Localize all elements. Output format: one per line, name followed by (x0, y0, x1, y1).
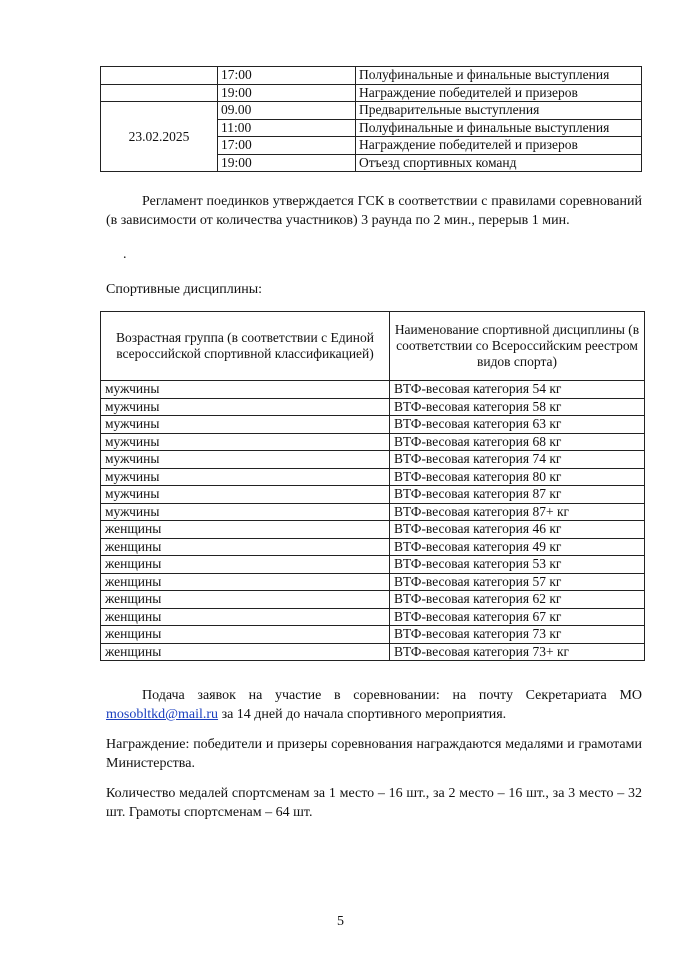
discipline-age-group: женщины (101, 556, 390, 574)
discipline-row (101, 468, 645, 486)
discipline-age-group: женщины (101, 643, 390, 661)
discipline-age-group: мужчины (101, 486, 390, 504)
header-age-group: Возрастная группа (в соответствии с Единой всероссийской спортивной классификацией) (101, 312, 390, 381)
schedule-event: Награждение победителей и призеров (356, 137, 642, 155)
discipline-name: ВТФ-весовая категория 87+ кг (390, 503, 645, 521)
applications-paragraph (106, 686, 642, 724)
discipline-row (101, 486, 645, 504)
discipline-name: ВТФ-весовая категория 73+ кг (390, 643, 645, 661)
discipline-age-group: женщины (101, 591, 390, 609)
disciplines-heading: Спортивные дисциплины: (106, 282, 263, 297)
discipline-row (101, 433, 645, 451)
discipline-row (101, 626, 645, 644)
discipline-name: ВТФ-весовая категория 67 кг (390, 608, 645, 626)
discipline-age-group: мужчины (101, 398, 390, 416)
disciplines-header-row (101, 312, 645, 381)
discipline-age-group: мужчины (101, 451, 390, 469)
discipline-name: ВТФ-весовая категория 54 кг (390, 381, 645, 399)
medals-paragraph: Количество медалей спортсменам за 1 место – 16 шт., за 2 место – 16 шт., за 3 место – 32 шт. Грамоты спортсменам – 64 шт. (106, 786, 642, 820)
schedule-date: 23.02.2025 (101, 102, 218, 172)
discipline-age-group: мужчины (101, 503, 390, 521)
discipline-age-group: женщины (101, 608, 390, 626)
applications-text-after: за 14 дней до начала спортивного мероприятия. (221, 707, 507, 722)
discipline-name: ВТФ-весовая категория 57 кг (390, 573, 645, 591)
schedule-date-cell (101, 67, 218, 85)
discipline-row (101, 643, 645, 661)
discipline-name: ВТФ-весовая категория 68 кг (390, 433, 645, 451)
disciplines-table (100, 311, 645, 661)
discipline-row (101, 608, 645, 626)
schedule-event: Предварительные выступления (356, 102, 642, 120)
discipline-row (101, 398, 645, 416)
schedule-table (100, 66, 642, 172)
discipline-row (101, 503, 645, 521)
stray-dot: . (123, 247, 127, 262)
discipline-name: ВТФ-весовая категория 74 кг (390, 451, 645, 469)
discipline-age-group: мужчины (101, 433, 390, 451)
discipline-name: ВТФ-весовая категория 80 кг (390, 468, 645, 486)
schedule-time: 17:00 (218, 137, 356, 155)
discipline-row (101, 416, 645, 434)
discipline-name: ВТФ-весовая категория 49 кг (390, 538, 645, 556)
discipline-name: ВТФ-весовая категория 87 кг (390, 486, 645, 504)
discipline-row (101, 381, 645, 399)
discipline-row (101, 556, 645, 574)
discipline-name: ВТФ-весовая категория 73 кг (390, 626, 645, 644)
schedule-time: 09.00 (218, 102, 356, 120)
header-discipline-name: Наименование спортивной дисциплины (в соответствии со Всероссийским реестром видов спорта) (390, 312, 645, 381)
schedule-date-cell (101, 84, 218, 102)
discipline-age-group: мужчины (101, 468, 390, 486)
applications-text-before: Подача заявок на участие в соревновании: на почту Секретариата МО (142, 688, 642, 703)
discipline-age-group: женщины (101, 573, 390, 591)
discipline-row (101, 538, 645, 556)
discipline-name: ВТФ-весовая категория 63 кг (390, 416, 645, 434)
discipline-name: ВТФ-весовая категория 53 кг (390, 556, 645, 574)
discipline-row (101, 521, 645, 539)
schedule-time: 11:00 (218, 119, 356, 137)
schedule-row (101, 102, 642, 120)
discipline-row (101, 451, 645, 469)
schedule-event: Награждение победителей и призеров (356, 84, 642, 102)
regulation-paragraph: Регламент поединков утверждается ГСК в соответствии с правилами соревнований (в зависимости от количества участников) 3 раунда по 2 мин., перерыв 1 мин. (106, 194, 642, 228)
schedule-time: 19:00 (218, 84, 356, 102)
email-link[interactable]: mosobltkd@mail.ru (106, 707, 219, 722)
discipline-age-group: женщины (101, 521, 390, 539)
discipline-name: ВТФ-весовая категория 58 кг (390, 398, 645, 416)
discipline-row (101, 591, 645, 609)
discipline-name: ВТФ-весовая категория 46 кг (390, 521, 645, 539)
schedule-time: 19:00 (218, 154, 356, 172)
discipline-name: ВТФ-весовая категория 62 кг (390, 591, 645, 609)
discipline-age-group: женщины (101, 538, 390, 556)
schedule-row (101, 67, 642, 85)
schedule-time: 17:00 (218, 67, 356, 85)
discipline-age-group: женщины (101, 626, 390, 644)
schedule-event: Отъезд спортивных команд (356, 154, 642, 172)
discipline-row (101, 573, 645, 591)
page-number: 5 (337, 914, 344, 929)
discipline-age-group: мужчины (101, 381, 390, 399)
awards-paragraph: Награждение: победители и призеры соревнования награждаются медалями и грамотами Министерства. (106, 737, 642, 771)
schedule-event: Полуфинальные и финальные выступления (356, 119, 642, 137)
discipline-age-group: мужчины (101, 416, 390, 434)
schedule-event: Полуфинальные и финальные выступления (356, 67, 642, 85)
schedule-row (101, 84, 642, 102)
